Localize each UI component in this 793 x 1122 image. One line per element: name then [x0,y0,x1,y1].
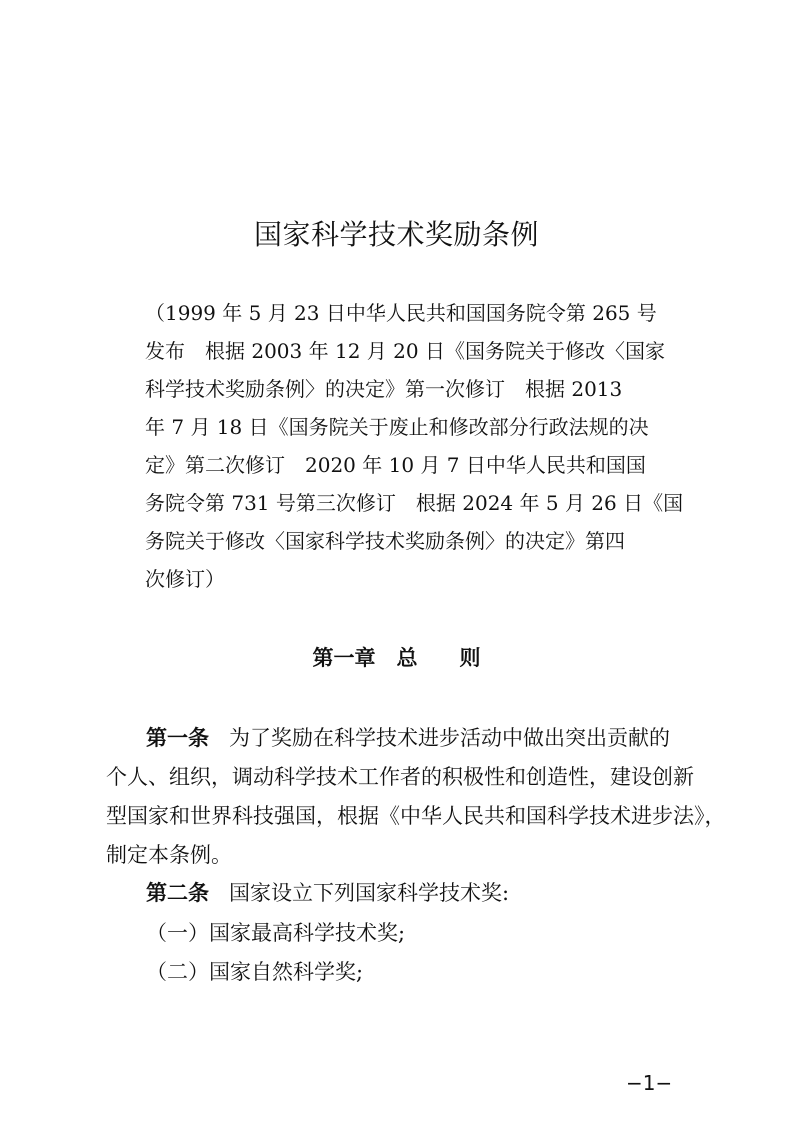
article-2-label: 第二条 [146,881,209,905]
revision-note-line: 科学技术奖励条例〉的决定》第一次修订 根据 2013 [145,377,623,401]
article-2-text: 国家设立下列国家科学技术奖: [229,881,510,905]
revision-note-line: 务院令第 731 号第三次修订 根据 2024 年 5 月 26 日《国 [145,491,684,515]
article-1 [106,719,726,875]
revision-note-line: 次修订） [145,567,225,591]
chapter-heading: 第一章 总 则 [312,646,481,670]
article-1-label: 第一条 [146,726,209,750]
revision-note-line: （1999 年 5 月 23 日中华人民共和国国务院令第 265 号 [145,301,657,325]
article-1-line: 型国家和世界科技强国，根据《中华人民共和国科学技术进步法》， [106,804,726,828]
revision-note-line: 年 7 月 18 日《国务院关于废止和修改部分行政法规的决 [145,415,649,439]
article-1-text: 为了奖励在科学技术进步活动中做出突出贡献的 [229,726,670,750]
article-2-item: （二）国家自然科学奖; [146,960,364,984]
revision-note-line: 务院关于修改〈国家科学技术奖励条例〉的决定》第四 [145,529,625,553]
article-2-item: （一）国家最高科学技术奖; [146,921,406,945]
article-1-first-line [146,719,706,758]
revision-note-line: 定》第二次修订 2020 年 10 月 7 日中华人民共和国国 [145,453,646,477]
revision-note-line: 发布 根据 2003 年 12 月 20 日《国务院关于修改〈国家 [145,339,665,363]
article-1-line: 制定本条例。 [106,843,232,867]
revision-note [145,294,684,598]
article-1-line: 个人、组织，调动科学技术工作者的积极性和创造性，建设创新 [106,765,694,789]
document-title: 国家科学技术奖励条例 [253,218,539,251]
page-number: −1− [626,1071,673,1095]
article-2 [146,874,706,913]
